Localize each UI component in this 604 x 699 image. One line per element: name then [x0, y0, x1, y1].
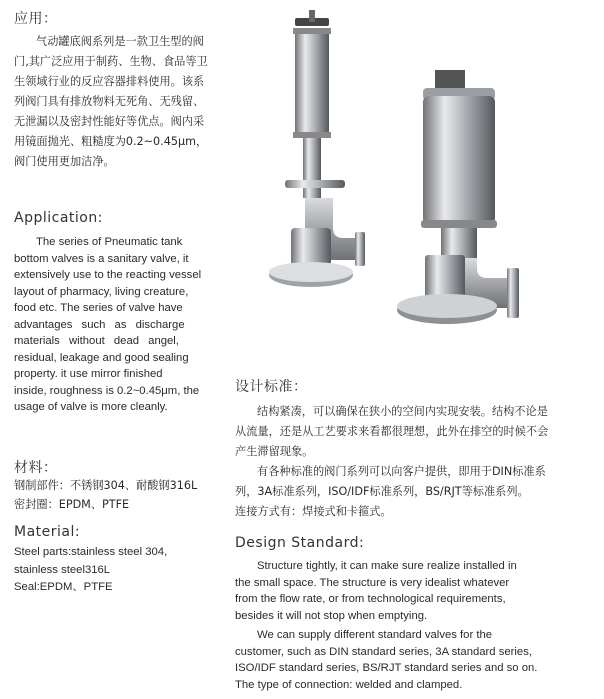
application-en-title: Application:	[14, 210, 103, 226]
text-line: 连接方式有：焊接式和卡箍式。	[235, 505, 392, 518]
text-line: food etc. The series of valve have	[14, 302, 183, 314]
text-line: 产生滞留现象。	[235, 445, 314, 458]
text-line: stainless steel316L	[14, 563, 111, 576]
material-en-title: Material:	[14, 524, 81, 540]
text-line: 门,其广泛应用于制药、生物、食品等卫	[14, 55, 208, 68]
text-line: besides it will not stop when emptying.	[235, 609, 428, 622]
text-line: Steel parts:stainless steel 304,	[14, 546, 168, 558]
design-cn-text	[235, 402, 548, 522]
text-line: 列阀门具有排放物料无死角、无残留、	[14, 95, 205, 108]
text-line: bottom valves is a sanitary valve, it	[14, 252, 189, 265]
text-line: the small space. The structure is very idealist whatever	[235, 576, 510, 589]
text-line: 无泄漏以及密封性能好等优点。阀内采	[14, 115, 205, 128]
text-line: layout of pharmacy, living creature,	[14, 285, 189, 298]
text-line: The type of connection: welded and clamped.	[235, 678, 463, 691]
text-line: inside, roughness is 0.2~0.45μm, the	[14, 384, 200, 397]
application-cn-title: 应用：	[14, 11, 58, 27]
text-line: We can supply different standard valves for the	[257, 629, 493, 641]
text-line: ISO/IDF standard series, BS/RJT standard series and so on.	[235, 662, 538, 674]
text-line: customer, such as DIN standard series, 3A standard series,	[235, 645, 532, 658]
text-line: residual, leakage and good sealing	[14, 351, 189, 364]
application-en-text	[14, 234, 201, 416]
text-line: 生领域行业的反应容器排料使用。该系	[14, 75, 205, 88]
design-en-text	[235, 558, 537, 693]
material-cn-text	[14, 476, 197, 514]
text-line: 钢制部件：不锈钢304、耐酸钢316L	[14, 479, 198, 492]
text-line: 有各种标准的阀门系列可以向客户提供，即用于DIN标准系	[257, 465, 546, 478]
text-line: from the flow rate, or from technological requirements,	[235, 593, 506, 605]
valve-image-manual-top	[255, 0, 385, 325]
text-line: extensively use to the reacting vessel	[14, 269, 202, 281]
text-line: 结构紧凑，可以确保在狭小的空间内实现安装。结构不论是	[257, 405, 548, 418]
material-en-text	[14, 544, 167, 597]
text-line: 从流量，还是从工艺要求来看都很理想，此外在排空的时候不会	[235, 425, 549, 438]
text-line: 气动罐底阀系列是一款卫生型的阀	[36, 35, 204, 48]
text-line: usage of valve is more cleanly.	[14, 401, 168, 413]
text-line: 阀门使用更加洁净。	[14, 155, 115, 168]
text-line: property. it use mirror finished	[14, 368, 163, 380]
application-cn-text	[14, 32, 208, 172]
material-cn-title: 材料：	[14, 460, 58, 476]
text-line: advantages such as discharge	[14, 318, 185, 331]
text-line: 密封圈：EPDM、PTFE	[14, 498, 130, 511]
valve-image-pneumatic	[395, 70, 535, 335]
text-line: 列，3A标准系列，ISO/IDF标准系列，BS/RJT等标准系列。	[235, 485, 529, 498]
text-line: Structure tightly, it can make sure realize installed in	[257, 560, 517, 572]
design-cn-title: 设计标准：	[235, 379, 308, 395]
text-line: 用镜面抛光、粗糙度为0.2~0.45μm，	[14, 135, 208, 148]
text-line: The series of Pneumatic tank	[36, 236, 183, 248]
text-line: materials without dead angel,	[14, 335, 179, 347]
design-en-title: Design Standard:	[235, 535, 365, 551]
text-line: Seal:EPDM、PTFE	[14, 581, 113, 593]
